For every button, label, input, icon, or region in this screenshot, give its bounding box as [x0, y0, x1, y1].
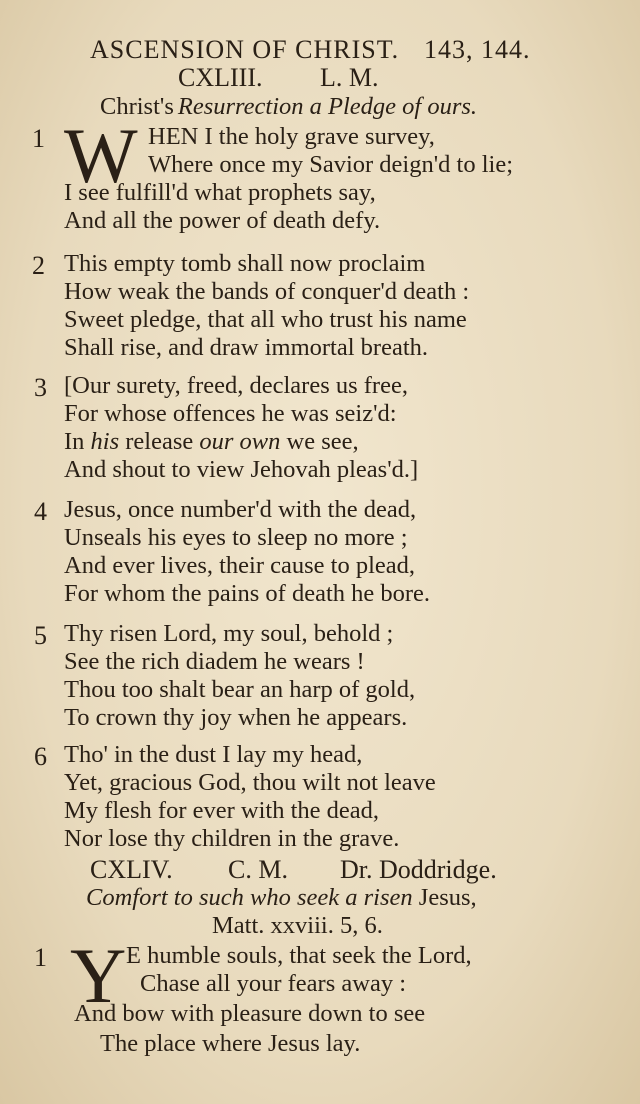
running-head: ASCENSION OF CHRIST.: [90, 35, 400, 64]
verse-word: release: [125, 428, 194, 455]
verse-line: HEN I the holy grave survey,: [148, 123, 435, 150]
verse-line: See the rich diadem he wears !: [64, 648, 365, 675]
hymn-number: CXLIV.: [90, 855, 173, 884]
hymn-title: [100, 93, 477, 121]
hymn-title-name: Jesus,: [418, 884, 477, 911]
verse-line: And bow with pleasure down to see: [74, 1000, 426, 1027]
scripture-reference: Matt. xxviii. 5, 6.: [212, 912, 383, 939]
hymn-title-italic: Comfort to such who seek a risen: [86, 884, 413, 911]
hymn-meter: L. M.: [320, 63, 379, 92]
verse-line: [Our surety, freed, declares us free,: [64, 372, 408, 399]
verse-line: Yet, gracious God, thou wilt not leave: [64, 769, 436, 796]
verse-line: And shout to view Jehovah pleas'd.]: [64, 456, 419, 483]
verse-word-italic: our own: [199, 428, 281, 455]
verse-line: And ever lives, their cause to plead,: [64, 552, 416, 579]
verse-word: In: [64, 428, 85, 455]
stanza-number: 1: [32, 124, 45, 153]
stanza-number: 6: [34, 742, 47, 771]
verse-line: The place where Jesus lay.: [100, 1030, 361, 1057]
page-numbers: 143, 144.: [424, 35, 531, 64]
verse-line: Thy risen Lord, my soul, behold ;: [64, 620, 394, 647]
verse-line: I see fulfill'd what prophets say,: [64, 179, 376, 206]
hymn-title-name: Christ's: [100, 93, 174, 120]
hymn-number: CXLIII.: [178, 63, 263, 92]
verse-line: Thou too shalt bear an harp of gold,: [64, 676, 416, 703]
stanza-number: 4: [34, 497, 47, 526]
verse-line: [64, 428, 359, 456]
verse-line: For whom the pains of death he bore.: [64, 580, 431, 607]
verse-line: And all the power of death defy.: [64, 207, 381, 234]
hymn-title-italic: Resurrection a Pledge of ours.: [177, 93, 478, 120]
verse-line: Shall rise, and draw immortal breath.: [64, 334, 428, 361]
verse-line: Where once my Savior deign'd to lie;: [148, 151, 513, 178]
verse-line: Jesus, once number'd with the dead,: [64, 496, 417, 523]
verse-line: E humble souls, that seek the Lord,: [126, 942, 472, 969]
verse-line: My flesh for ever with the dead,: [64, 797, 379, 824]
drop-cap: Y: [70, 932, 127, 1019]
verse-line: Sweet pledge, that all who trust his name: [64, 306, 467, 333]
hymn-author: Dr. Doddridge.: [340, 855, 497, 884]
drop-cap: W: [64, 112, 138, 199]
hymn-title: [86, 884, 477, 912]
verse-line: Nor lose thy children in the grave.: [64, 825, 400, 852]
stanza-number: 2: [32, 251, 45, 280]
verse-word: we see,: [286, 428, 359, 455]
stanza-number: 3: [34, 373, 47, 402]
stanza-number: 1: [34, 943, 47, 972]
verse-line: Chase all your fears away :: [140, 970, 406, 997]
hymn-meter: C. M.: [228, 855, 288, 884]
verse-line: How weak the bands of conquer'd death :: [64, 278, 470, 305]
verse-line: This empty tomb shall now proclaim: [64, 250, 426, 277]
verse-line: Tho' in the dust I lay my head,: [64, 741, 363, 768]
verse-line: To crown thy joy when he appears.: [64, 704, 408, 731]
verse-word-italic: his: [90, 428, 120, 455]
verse-line: Unseals his eyes to sleep no more ;: [64, 524, 408, 551]
verse-line: For whose offences he was seiz'd:: [64, 400, 397, 427]
stanza-number: 5: [34, 621, 47, 650]
